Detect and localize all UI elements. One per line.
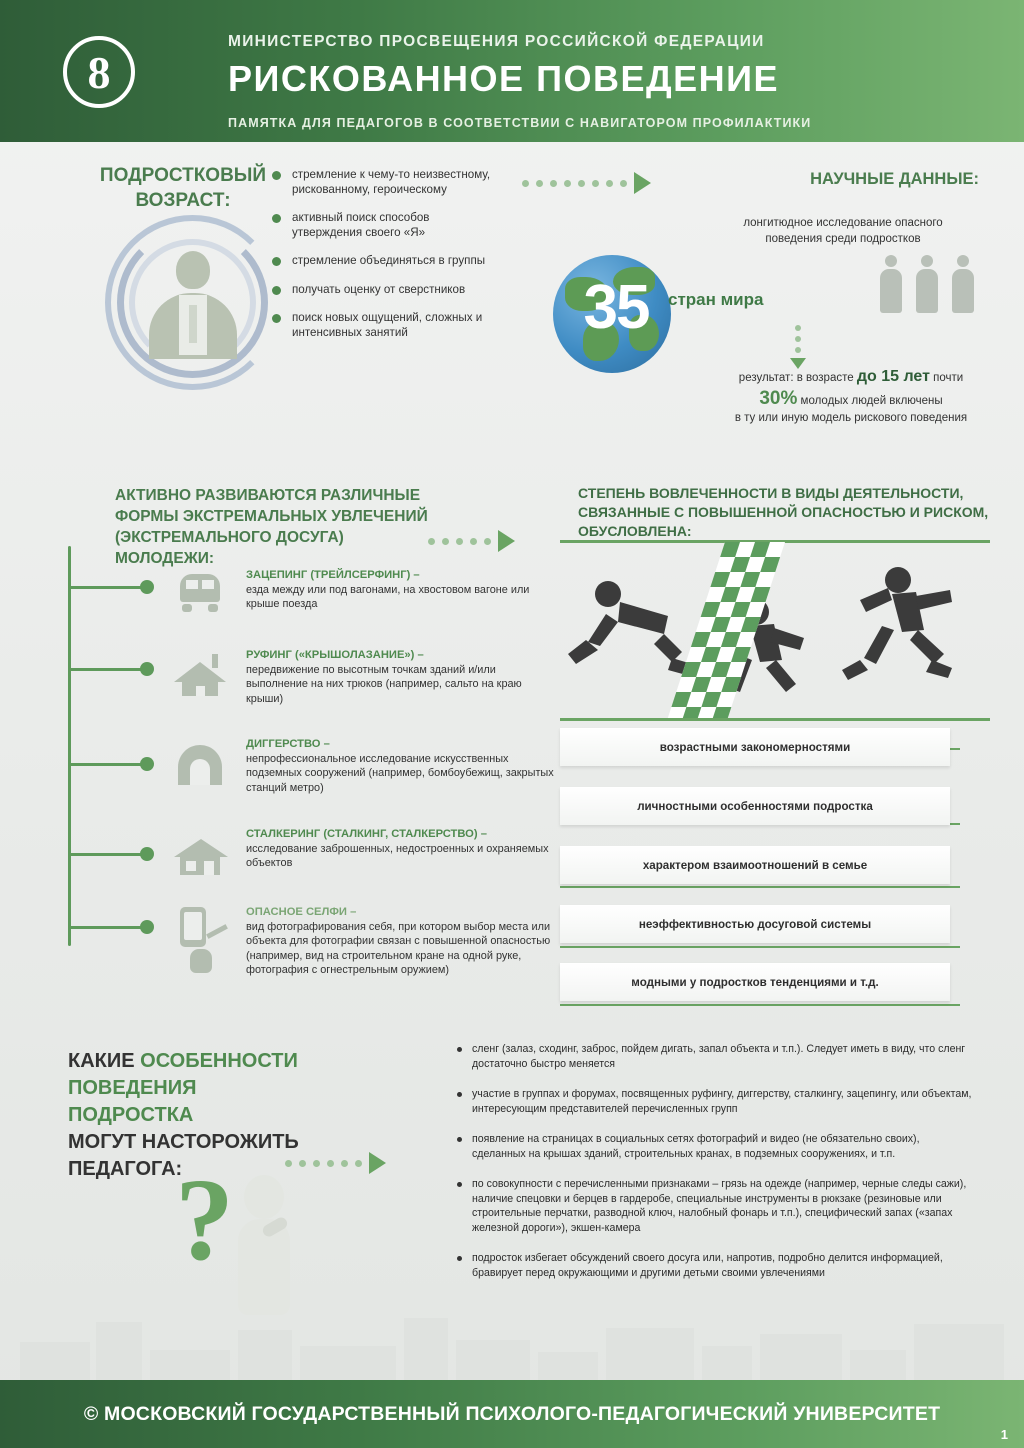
runners-illustration xyxy=(560,540,990,720)
teen-avatar xyxy=(105,215,280,390)
arrow-right-icon xyxy=(522,172,651,194)
list-item: сленг (залаз, сходинг, заброс, пойдем дигать, запал объекта и т.п.). Следует иметь в виду, что сленг достаточно быстро меняется xyxy=(455,1042,975,1071)
alert-title-part1: КАКИЕ xyxy=(68,1050,135,1072)
result-prefix: результат: в возрасте xyxy=(738,372,854,384)
people-group-icon xyxy=(878,255,984,317)
science-result-line2 xyxy=(718,390,984,427)
result-percent: 30% xyxy=(759,388,798,409)
list-item: поиск новых ощущений, сложных и интенсивных занятий xyxy=(268,311,498,340)
divider-line xyxy=(560,718,990,721)
section-number-badge: 8 xyxy=(63,36,135,108)
card-rule xyxy=(560,886,960,888)
selfie-phone-icon xyxy=(172,905,230,975)
ministry-label: МИНИСТЕРСТВО ПРОСВЕЩЕНИЯ РОССИЙСКОЙ ФЕДЕРАЦИИ xyxy=(228,33,765,50)
result-age: до 15 лет xyxy=(856,368,930,385)
result-almost: почти xyxy=(933,372,964,384)
item-heading: ЗАЦЕПИНГ (ТРЕЙЛСЕРФИНГ) – xyxy=(246,569,420,581)
bracket-decoration xyxy=(68,538,168,958)
info-card: характером взаимоотношений в семье xyxy=(560,846,950,884)
item-text xyxy=(246,737,556,795)
info-card: неэффективностью досуговой системы xyxy=(560,905,950,943)
science-title: НАУЧНЫЕ ДАННЫЕ: xyxy=(810,170,979,188)
list-item: стремление объединяться в группы xyxy=(268,254,498,269)
info-card: личностными особенностями подростка xyxy=(560,787,950,825)
card-rule xyxy=(560,946,960,948)
alert-title-part2: ОСОБЕННОСТИ ПОВЕДЕНИЯ xyxy=(68,1050,298,1099)
item-text xyxy=(246,568,556,612)
list-item: активный поиск способов утверждения своего «Я» xyxy=(268,211,498,240)
city-skyline-decoration xyxy=(0,1295,1024,1380)
item-heading: ОПАСНОЕ СЕЛФИ – xyxy=(246,906,357,918)
science-result-line1 xyxy=(718,368,984,387)
item-body: исследование заброшенных, недостроенных и охраняемых объектов xyxy=(246,842,549,870)
info-card: модными у подростков тенденциями и т.д. xyxy=(560,963,950,1001)
thinking-person-icon xyxy=(232,1175,302,1315)
science-study-text: лонгитюдное исследование опасного поведения среди подростков xyxy=(743,217,943,245)
footer-text: © МОСКОВСКИЙ ГОСУДАРСТВЕННЫЙ ПСИХОЛОГО-ПЕДАГОГИЧЕСКИЙ УНИВЕРСИТЕТ xyxy=(83,1402,941,1425)
arrow-right-icon-2 xyxy=(428,530,515,552)
item-heading: РУФИНГ («КРЫШОЛАЗАНИЕ») – xyxy=(246,649,424,661)
alert-title-part4: МОГУТ НАСТОРОЖИТЬ xyxy=(68,1131,299,1153)
list-item: участие в группах и форумах, посвященных руфингу, диггерству, сталкингу, зацепингу, или объектам, интересующим представителей перечисленных групп xyxy=(455,1087,975,1116)
adolescence-title: ПОДРОСТКОВЫЙ ВОЗРАСТ: xyxy=(99,165,267,211)
item-body: непрофессиональное исследование искусственных подземных сооружений (например, бомбоубежищ, закрытых станций метро) xyxy=(246,752,554,794)
alert-title-part5: ПЕДАГОГА: xyxy=(68,1158,183,1180)
arrow-down-icon xyxy=(790,325,806,369)
train-icon xyxy=(172,568,230,618)
arrow-right-icon-3 xyxy=(285,1152,386,1174)
info-card: возрастными закономерностями xyxy=(560,728,950,766)
item-text xyxy=(246,827,556,871)
alert-list xyxy=(455,1042,975,1296)
question-mark-icon: ? xyxy=(175,1154,234,1285)
item-heading: ДИГГЕРСТВО – xyxy=(246,738,330,750)
list-item: получать оценку от сверстников xyxy=(268,283,498,298)
page-footer xyxy=(0,1380,1024,1448)
person-icon xyxy=(143,249,243,359)
alert-title-part3: ПОДРОСТКА xyxy=(68,1104,194,1126)
roof-house-icon xyxy=(172,648,230,698)
abandoned-house-icon xyxy=(172,827,230,877)
item-body: вид фотографирования себя, при котором выбор места или объекта для фотографии связан с повышенной опасностью (например, вид на строительном кране на одной руке, фотография с огнестрельным оружием) xyxy=(246,920,551,977)
list-item: по совокупности с перечисленными признаками – грязь на одежде (например, черные следы сажи), наличие спецовки и берцев в гардеробе, специальные инструменты в рюкзаке (резиновые или строительные перчатки, разводной ключ, налобный фонарь и т.п.), специфический запах («запах железной дороги»), экшен-камера xyxy=(455,1177,975,1235)
result-line2-text: в ту или иную модель рискового поведения xyxy=(734,412,968,424)
page-subtitle: ПАМЯТКА ДЛЯ ПЕДАГОГОВ В СООТВЕТСТВИИ С НАВИГАТОРОМ ПРОФИЛАКТИКИ xyxy=(228,116,812,130)
globe-number: 35 xyxy=(583,273,649,342)
result-tail: молодых людей включены xyxy=(800,395,943,407)
list-item: появление на страницах в социальных сетях фотографий и видео (не обязательно своих), сделанных на крышах зданий, строительных кранах, в подземных сооружениях, и т.п. xyxy=(455,1132,975,1161)
item-heading: СТАЛКЕРИНГ (СТАЛКИНГ, СТАЛКЕРСТВО) – xyxy=(246,828,487,840)
item-body: передвижение по высотным точкам зданий и/или выполнение на них трюков (например, сальто на краю крыши) xyxy=(246,663,522,705)
list-item: стремление к чему-то неизвестному, рискованному, героическому xyxy=(268,168,498,197)
item-body: езда между или под вагонами, на хвостовом вагоне или крыше поезда xyxy=(246,583,530,611)
adolescence-list xyxy=(268,168,498,353)
item-text xyxy=(246,905,556,978)
countries-label: стран мира xyxy=(668,290,764,309)
item-text xyxy=(246,648,556,706)
extreme-title: АКТИВНО РАЗВИВАЮТСЯ РАЗЛИЧНЫЕ ФОРМЫ ЭКСТРЕМАЛЬНЫХ УВЛЕЧЕНИЙ (ЭКСТРЕМАЛЬНОГО ДОСУГА) МОЛОДЕЖИ: xyxy=(115,487,428,567)
involvement-title: СТЕПЕНЬ ВОВЛЕЧЕННОСТИ В ВИДЫ ДЕЯТЕЛЬНОСТИ, СВЯЗАННЫЕ С ПОВЫШЕННОЙ ОПАСНОСТЬЮ И РИСКОМ, ОБУСЛОВЛЕНА: xyxy=(578,485,989,539)
card-rule xyxy=(560,1004,960,1006)
page-header xyxy=(0,0,1024,142)
list-item: подросток избегает обсуждений своего досуга или, напротив, подробно делится информацией, бравирует перед окружающими и другими детьми своими увлечениями xyxy=(455,1251,975,1280)
page-number: 1 xyxy=(1000,1427,1008,1442)
tunnel-icon xyxy=(172,737,230,787)
page-title: РИСКОВАННОЕ ПОВЕДЕНИЕ xyxy=(228,58,780,99)
